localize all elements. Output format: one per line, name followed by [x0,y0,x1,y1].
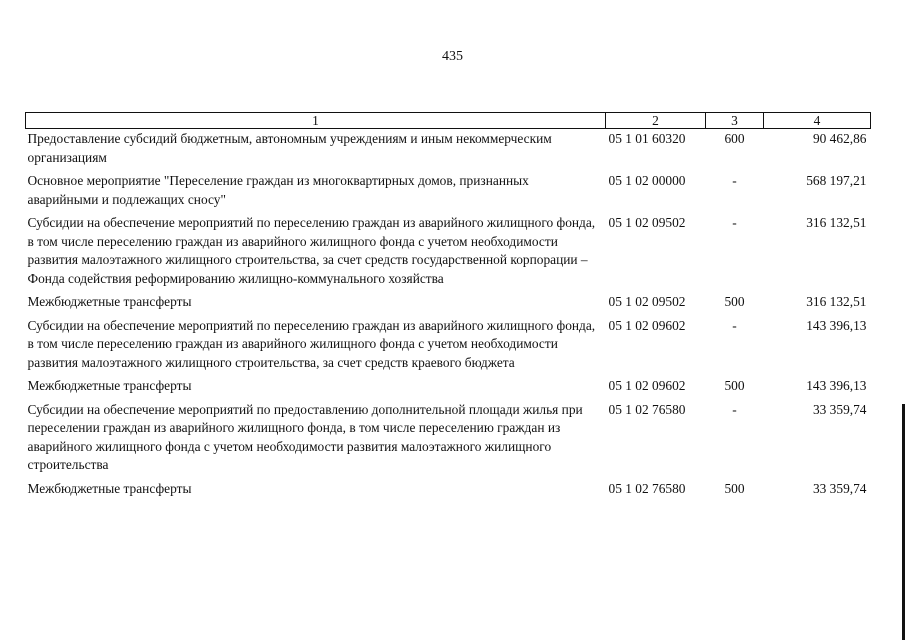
table-row [26,376,871,400]
row-type: - [732,215,737,230]
row-amount: 90 462,86 [812,131,867,146]
header-col-3: 3 [706,113,764,129]
row-description: Предоставление субсидий бюджетным, автономным учреждениям и иным некоммерческим организациям [27,131,552,165]
row-description: Межбюджетные трансферты [27,294,192,309]
row-code: 05 1 02 09502 [608,294,686,309]
page-number: 435 [442,49,463,64]
row-code: 05 1 02 76580 [608,401,686,417]
row-amount: 316 132,51 [806,215,867,230]
row-description: Субсидии на обеспечение мероприятий по предоставлению дополнительной площади жилья при переселении граждан из аварийного жилищного фонда, в том числе переселению граждан из аварийного жилищного фонда с учетом необходимости развития малоэтажного жилищного строительства [27,401,583,472]
row-code: 05 1 02 09602 [608,378,686,393]
table-header [26,113,871,129]
header-col-1: 1 [26,113,606,129]
row-type: - [732,173,737,188]
row-description: Межбюджетные трансферты [27,480,192,496]
row-description: Основное мероприятие "Переселение граждан из многоквартирных домов, признанных аварийными и подлежащих сносу" [27,173,529,207]
row-type: 500 [724,294,745,309]
row-amount: 143 396,13 [806,378,867,393]
row-amount: 316 132,51 [806,294,867,309]
row-type: - [732,401,737,417]
row-type: 600 [724,131,745,146]
row-amount: 33 359,74 [812,401,867,417]
row-code: 05 1 01 60320 [608,131,686,146]
table-row [26,171,871,213]
row-description: Субсидии на обеспечение мероприятий по переселению граждан из аварийного жилищного фонда, в том числе переселению граждан из аварийного жилищного фонда с учетом необходимости развития малоэтажного жилищного строительства, за счет средств краевого бюджета [27,317,596,370]
row-type: 500 [724,378,745,393]
row-amount: 33 359,74 [812,480,867,496]
row-code: 05 1 02 76580 [608,480,686,496]
row-amount: 568 197,21 [806,173,867,188]
header-row [26,113,871,129]
row-code: 05 1 02 09602 [608,317,686,333]
table-row [26,292,871,316]
header-col-2: 2 [606,113,706,129]
header-col-4: 4 [764,113,871,129]
row-code: 05 1 02 00000 [608,173,686,188]
table-row [26,316,871,377]
row-type: 500 [724,480,745,496]
table-row [26,479,871,503]
table-body [26,129,871,503]
row-code: 05 1 02 09502 [608,215,686,230]
row-description: Межбюджетные трансферты [27,378,192,393]
budget-table [25,112,871,502]
table-row [26,213,871,292]
row-amount: 143 396,13 [806,317,867,333]
table-row [26,129,871,172]
row-description: Субсидии на обеспечение мероприятий по переселению граждан из аварийного жилищного фонда, в том числе переселению граждан из аварийного жилищного фонда с учетом необходимости развития малоэтажного жилищного строительства, за счет средств государственной корпорации – Фонда содействия реформированию жилищно-коммунального хозяйства [27,215,596,286]
row-type: - [732,317,737,333]
table-row [26,400,871,479]
